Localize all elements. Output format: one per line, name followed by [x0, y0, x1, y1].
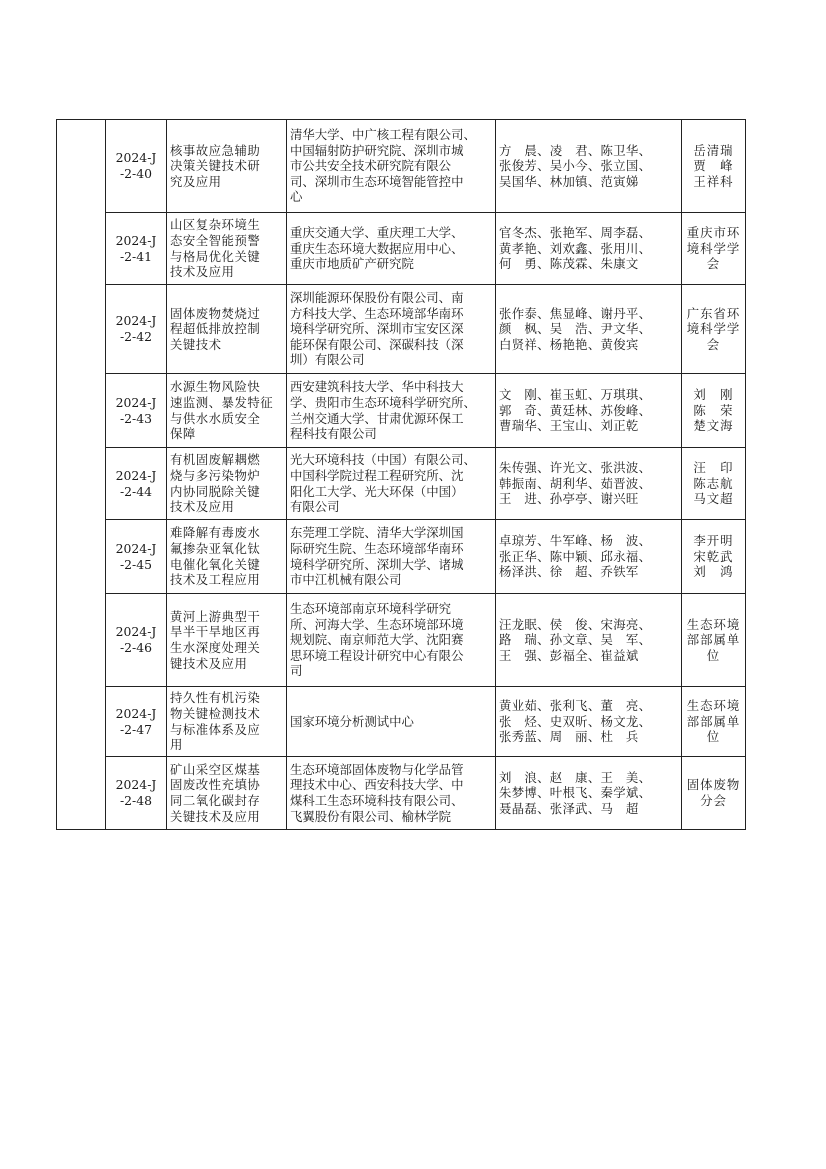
cell-text-line: 究及应用 [170, 173, 222, 189]
project-code-cell [106, 448, 167, 520]
completing-units-cell [287, 594, 496, 687]
cell-text-line: 马文超 [693, 491, 734, 507]
cell-text-line: -2-47 [119, 721, 153, 737]
cell-text-line: 刘 浪、赵 康、王 美、 [499, 769, 652, 785]
table-row [57, 594, 746, 687]
cell-text-line: 王祥科 [693, 173, 734, 189]
table-row [57, 448, 746, 520]
cell-text-line: 部部属单 [686, 632, 741, 648]
cell-text-line: 分会 [700, 793, 727, 808]
cell-text-line: 2024-J [115, 232, 157, 248]
cell-text-line: 氟掺杂亚氧化钛 [170, 540, 261, 556]
project-name-cell [167, 120, 287, 213]
cell-text-line: 学、贵阳市生态环境科学研究所、 [290, 394, 476, 410]
cell-text-line: 黄孝艳、刘欢鑫、张用川、 [499, 240, 652, 256]
nominator-cell [682, 285, 746, 374]
completing-units-cell [287, 448, 496, 520]
cell-text-line: 司 [290, 663, 303, 679]
cell-text-line: 光大环境科技（中国）有限公司、 [290, 452, 476, 468]
nominator-cell [682, 687, 746, 757]
cell-text-line: 颜 枫、吴 浩、尹文华、 [499, 321, 652, 337]
cell-text-line: 重庆市环 [686, 225, 741, 241]
cell-text-line: 吴国华、林加镇、范寅娣 [499, 173, 639, 189]
cell-text-line: 2024-J [115, 394, 157, 410]
cell-text-line: 2024-J [115, 150, 157, 166]
cell-text-line: 难降解有毒废水 [170, 525, 261, 541]
cell-text-line: 张 烃、史双昕、杨文龙、 [499, 713, 652, 729]
cell-text-line: 用 [170, 737, 183, 753]
cell-text-line: 中国辐射防护研究院、深圳市城 [290, 142, 464, 158]
cell-text-line: 矿山采空区煤基 [170, 761, 261, 777]
cell-text-line: 部部属单 [686, 713, 741, 729]
project-name-cell [167, 520, 287, 594]
cell-text-line: 张俊芳、吴小今、张立国、 [499, 158, 652, 174]
cell-text-line: 会 [706, 256, 721, 272]
cell-text-line: 煤科工生态环境科技有限公司、 [290, 793, 464, 808]
cell-text-line: 关键技术及应用 [170, 808, 261, 824]
cell-text-line: 程超低排放控制 [170, 321, 261, 337]
table-row [57, 213, 746, 285]
cell-text-line: 汪龙眠、侯 俊、宋海亮、 [499, 616, 652, 632]
nominator-cell [682, 520, 746, 594]
cell-text-line: 卓琼芳、牛军峰、杨 波、 [499, 533, 652, 549]
cell-text-line: 核事故应急辅助 [170, 142, 261, 158]
cell-text-line: 国家环境分析测试中心 [290, 713, 414, 729]
cell-text-line: 聂晶磊、张泽武、马 超 [499, 800, 639, 816]
cell-text-line: 理技术中心、西安科技大学、中 [290, 777, 464, 793]
cell-text-line: 陈 荣 [693, 402, 734, 418]
cell-text-line: 思环境工程设计研究中心有限公 [290, 647, 464, 663]
cell-text-line: 境科学研究所、深圳市宝安区深 [290, 321, 464, 337]
cell-text-line: 深圳能源环保股份有限公司、南 [290, 290, 464, 306]
cell-text-line: 司、深圳市生态环境智能管控中 [290, 173, 464, 189]
completing-people-cell [496, 594, 682, 687]
cell-text-line: 烧与多污染物炉 [170, 467, 261, 483]
cell-text-line: 张作泰、焦显峰、谢丹平、 [499, 305, 652, 321]
cell-text-line: -2-42 [119, 329, 153, 344]
cell-text-line: 与供水水质安全 [170, 410, 261, 426]
cell-text-line: 重庆生态环境大数据应用中心、 [290, 240, 464, 256]
cell-text-line: -2-44 [119, 483, 153, 499]
cell-text-line: 路 瑞、孙文章、吴 军、 [499, 632, 652, 648]
category-blank-cell [57, 120, 106, 830]
cell-text-line: 2024-J [115, 624, 157, 640]
cell-text-line: 重庆交通大学、重庆理工大学、 [290, 225, 464, 241]
cell-text-line: 位 [706, 647, 721, 663]
cell-text-line: 与格局优化关键 [170, 248, 261, 264]
cell-text-line: 技术及工程应用 [170, 572, 261, 588]
cell-text-line: 中国科学院过程工程研究所、沈 [290, 467, 464, 483]
cell-text-line: 陈志航 [693, 475, 734, 491]
completing-people-cell [496, 757, 682, 830]
cell-text-line: 王 进、孙亭亭、谢兴旺 [499, 491, 639, 507]
cell-text-line: 贾 峰 [693, 158, 734, 174]
cell-text-line: 2024-J [115, 313, 157, 329]
cell-text-line: 生态环境部南京环境科学研究 [290, 601, 452, 617]
cell-text-line: 山区复杂环境生 [170, 217, 261, 233]
cell-text-line: 2024-J [115, 540, 157, 556]
cell-text-line: 李开明 [693, 533, 734, 549]
cell-text-line: 境科学学 [686, 321, 741, 337]
completing-units-cell [287, 374, 496, 448]
cell-text-line: 广东省环 [686, 305, 741, 321]
table-row [57, 757, 746, 830]
completing-units-cell [287, 213, 496, 285]
cell-text-line: 决策关键技术研 [170, 158, 261, 174]
completing-people-cell [496, 213, 682, 285]
cell-text-line: 官冬杰、张艳军、周李磊、 [499, 225, 652, 241]
cell-text-line: 杨泽洪、徐 超、乔铁军 [499, 564, 639, 580]
completing-people-cell [496, 520, 682, 594]
cell-text-line: 电催化氧化关键 [170, 556, 261, 572]
cell-text-line: 方 晨、凌 君、陈卫华、 [499, 142, 652, 158]
cell-text-line: 黄业茹、张利飞、董 亮、 [499, 698, 652, 714]
cell-text-line: 市公共安全技术研究院有限公 [290, 158, 452, 174]
cell-text-line: 方科技大学、生态环境部华南环 [290, 305, 464, 321]
nominator-cell [682, 120, 746, 213]
cell-text-line: 圳）有限公司 [290, 352, 365, 368]
cell-text-line: 态安全智能预警 [170, 232, 261, 248]
cell-text-line: 阳化工大学、光大环保（中国） [290, 483, 464, 499]
completing-people-cell [496, 448, 682, 520]
nominator-cell [682, 448, 746, 520]
completing-people-cell [496, 120, 682, 213]
cell-text-line: 境科学研究所、深圳大学、诸城 [290, 556, 464, 572]
cell-text-line: 生水深度处理关 [170, 640, 261, 655]
nominator-cell [682, 374, 746, 448]
project-name-cell [167, 594, 287, 687]
cell-text-line: 会 [706, 336, 721, 352]
cell-text-line: 位 [706, 729, 721, 745]
cell-text-line: 2024-J [115, 705, 157, 721]
completing-people-cell [496, 285, 682, 374]
cell-text-line: 键技术及应用 [170, 655, 248, 671]
table-row [57, 285, 746, 374]
cell-text-line: 与标准体系及应 [170, 721, 261, 737]
cell-text-line: 白贤祥、杨艳艳、黄俊宾 [499, 336, 639, 352]
cell-text-line: 境科学学 [686, 240, 741, 256]
cell-text-line: 2024-J [115, 777, 157, 793]
table-row [57, 520, 746, 594]
cell-text-line: -2-40 [119, 166, 153, 181]
cell-text-line: 物关键检测技术 [170, 705, 261, 721]
cell-text-line: 固废改性充填协 [170, 777, 261, 793]
cell-text-line: 技术及应用 [170, 264, 235, 280]
table-row [57, 120, 746, 213]
nominator-cell [682, 757, 746, 830]
table-row [57, 687, 746, 757]
completing-units-cell [287, 687, 496, 757]
cell-text-line: 东莞理工学院、清华大学深圳国 [290, 525, 464, 541]
cell-text-line: 文 刚、崔玉虹、万琪琪、 [499, 387, 652, 403]
cell-text-line: 能环保有限公司、深碳科技（深 [290, 336, 464, 352]
cell-text-line: 生态环境 [686, 698, 741, 714]
table-row [57, 374, 746, 448]
completing-units-cell [287, 520, 496, 594]
cell-text-line: 宋乾武 [693, 548, 734, 564]
table-body [57, 120, 746, 830]
cell-text-line: 黄河上游典型干 [170, 608, 261, 624]
cell-text-line: 重庆市地质矿产研究院 [290, 256, 414, 272]
project-code-cell [106, 520, 167, 594]
cell-text-line: 朱梦博、叶根飞、秦学斌、 [499, 785, 652, 801]
cell-text-line: 有机固废解耦燃 [170, 452, 261, 468]
completing-people-cell [496, 687, 682, 757]
cell-text-line: 同二氧化碳封存 [170, 793, 261, 808]
cell-text-line: 汪 印 [693, 460, 734, 476]
cell-text-line: 固体废物焚烧过 [170, 305, 261, 321]
cell-text-line: 清华大学、中广核工程有限公司、 [290, 127, 476, 143]
cell-text-line: 韩振南、胡利华、茹晋波、 [499, 475, 652, 491]
cell-text-line: 保障 [170, 426, 196, 442]
project-name-cell [167, 374, 287, 448]
project-code-cell [106, 285, 167, 374]
completing-units-cell [287, 120, 496, 213]
project-code-cell [106, 687, 167, 757]
completing-people-cell [496, 374, 682, 448]
cell-text-line: 程科技有限公司 [290, 426, 377, 442]
cell-text-line: 楚文海 [693, 418, 734, 434]
project-name-cell [167, 213, 287, 285]
project-name-cell [167, 448, 287, 520]
cell-text-line: 生态环境 [686, 616, 741, 632]
cell-text-line: 王 强、彭福全、崔益斌 [499, 647, 639, 663]
cell-text-line: -2-45 [119, 556, 153, 572]
cell-text-line: 飞翼股份有限公司、榆林学院 [290, 808, 452, 824]
cell-text-line: 市中江机械有限公司 [290, 572, 402, 588]
cell-text-line: 规划院、南京师范大学、沈阳赛 [290, 632, 464, 648]
cell-text-line: 速监测、暴发特征 [170, 394, 274, 410]
cell-text-line: 关键技术 [170, 336, 222, 352]
cell-text-line: 持久性有机污染 [170, 690, 261, 706]
project-name-cell [167, 687, 287, 757]
cell-text-line: -2-46 [119, 640, 153, 655]
project-code-cell [106, 120, 167, 213]
cell-text-line: 曹瑞华、王宝山、刘正乾 [499, 418, 639, 434]
cell-text-line: 朱传强、许光文、张洪波、 [499, 460, 652, 476]
project-code-cell [106, 213, 167, 285]
cell-text-line: 西安建筑科技大学、华中科技大 [290, 379, 464, 395]
cell-text-line: 何 勇、陈茂霖、朱康文 [499, 256, 639, 272]
cell-text-line: 2024-J [115, 467, 157, 483]
cell-text-line: 郭 奇、黄廷林、苏俊峰、 [499, 402, 652, 418]
project-name-cell [167, 285, 287, 374]
cell-text-line: 水源生物风险快 [170, 379, 261, 395]
cell-text-line: 张正华、陈中颖、邱永福、 [499, 548, 652, 564]
cell-text-line: 心 [290, 189, 303, 205]
cell-text-line: 所、河海大学、生态环境部环境 [290, 616, 464, 632]
cell-text-line: 有限公司 [290, 499, 340, 515]
cell-text-line: -2-41 [119, 248, 153, 264]
cell-text-line: -2-48 [119, 793, 153, 808]
completing-units-cell [287, 285, 496, 374]
project-name-cell [167, 757, 287, 830]
awards-table [56, 119, 746, 830]
project-code-cell [106, 374, 167, 448]
cell-text-line: 岳清瑞 [693, 142, 734, 158]
cell-text-line: 生态环境部固体废物与化学品管 [290, 761, 464, 777]
cell-text-line: 兰州交通大学、甘肃优源环保工 [290, 410, 464, 426]
completing-units-cell [287, 757, 496, 830]
cell-text-line: 刘 刚 [693, 387, 734, 403]
cell-text-line: 固体废物 [686, 777, 741, 793]
cell-text-line: -2-43 [119, 410, 153, 426]
cell-text-line: 刘 鸿 [693, 564, 734, 580]
nominator-cell [682, 594, 746, 687]
cell-text-line: 内协同脱除关键 [170, 483, 261, 499]
project-code-cell [106, 594, 167, 687]
cell-text-line: 张秀蓝、周 丽、杜 兵 [499, 729, 639, 745]
cell-text-line: 际研究生院、生态环境部华南环 [290, 540, 464, 556]
cell-text-line: 技术及应用 [170, 499, 235, 515]
cell-text-line: 旱半干旱地区再 [170, 624, 261, 640]
nominator-cell [682, 213, 746, 285]
project-code-cell [106, 757, 167, 830]
